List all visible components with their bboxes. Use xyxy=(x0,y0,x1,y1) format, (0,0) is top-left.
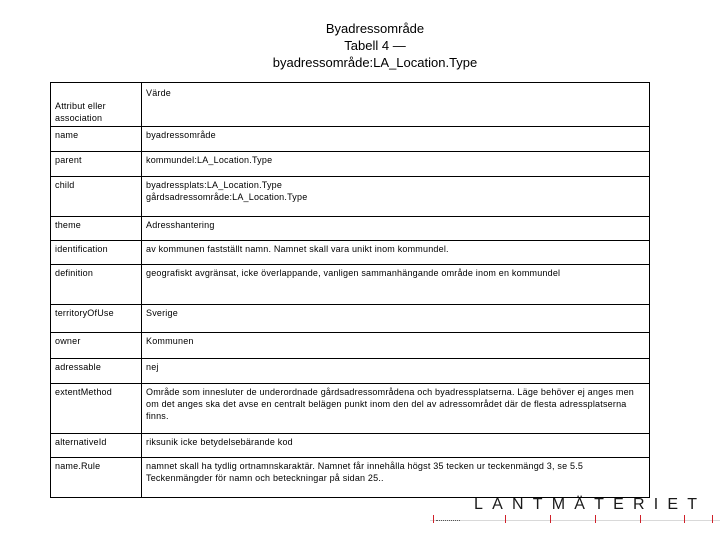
page-title xyxy=(170,20,580,71)
table-header-row xyxy=(51,83,650,127)
table-row xyxy=(51,241,650,265)
attribute-name: identification xyxy=(51,241,142,265)
title-line-2: Tabell 4 — xyxy=(344,38,406,53)
attribute-value: Område som innesluter de underordnade gårdsadressområdena och byadressplatserna. Läge behöver ej anges men om det anges ska det avse en centralt belägen punkt inom den del av adressområdet där de flesta adressplatserna finns. xyxy=(142,384,650,434)
attribute-value: geografiskt avgränsat, icke överlappande, vanligen sammanhängande område inom en kommundel xyxy=(142,265,650,305)
table-row xyxy=(51,458,650,498)
attribute-name: theme xyxy=(51,217,142,241)
attribute-value: byadressområde xyxy=(142,127,650,152)
attribute-value: av kommunen fastställt namn. Namnet skall vara unikt inom kommundel. xyxy=(142,241,650,265)
attribute-value: Sverige xyxy=(142,305,650,333)
header-attribute: Attribut eller association xyxy=(51,83,142,127)
value-line: gårdsadressområde:LA_Location.Type xyxy=(146,192,308,202)
attribute-value: riksunik icke betydelsebärande kod xyxy=(142,434,650,458)
table-row xyxy=(51,152,650,177)
table-row xyxy=(51,177,650,217)
attribute-name: extentMethod xyxy=(51,384,142,434)
table-row xyxy=(51,265,650,305)
attribute-name: parent xyxy=(51,152,142,177)
attribute-name: territoryOfUse xyxy=(51,305,142,333)
attribute-value: kommundel:LA_Location.Type xyxy=(142,152,650,177)
attribute-value: nej xyxy=(142,359,650,384)
attribute-name: definition xyxy=(51,265,142,305)
attribute-value: Kommunen xyxy=(142,333,650,359)
logo-wordmark: LANTMÄTERIET xyxy=(474,496,707,513)
title-line-3: byadressområde:LA_Location.Type xyxy=(272,55,478,70)
header-value: Värde xyxy=(142,83,650,127)
attribute-name: name.Rule xyxy=(51,458,142,498)
attribute-name: alternativeId xyxy=(51,434,142,458)
table-row xyxy=(51,434,650,458)
table-row xyxy=(51,359,650,384)
attribute-value: Adresshantering xyxy=(142,217,650,241)
footer-dots xyxy=(436,518,460,521)
attribute-name: adressable xyxy=(51,359,142,384)
table-row xyxy=(51,305,650,333)
value-line: byadressplats:LA_Location.Type xyxy=(146,180,283,190)
attribute-value xyxy=(142,177,650,217)
attribute-name: owner xyxy=(51,333,142,359)
lantmateriet-logo xyxy=(468,494,707,516)
footer-rule xyxy=(430,520,720,521)
table-row xyxy=(51,127,650,152)
table-row xyxy=(51,384,650,434)
attribute-name: name xyxy=(51,127,142,152)
attribute-value: namnet skall ha tydlig ortnamnskaraktär. Namnet får innehålla högst 35 tecken ur teckenmängd 3, se 5.5 Teckenmängder för namn och beteckningar på sidan 25.. xyxy=(142,458,650,498)
title-line-1: Byadressområde xyxy=(325,21,425,36)
attribute-table xyxy=(50,82,650,498)
table-row xyxy=(51,333,650,359)
table-row xyxy=(51,217,650,241)
attribute-name: child xyxy=(51,177,142,217)
